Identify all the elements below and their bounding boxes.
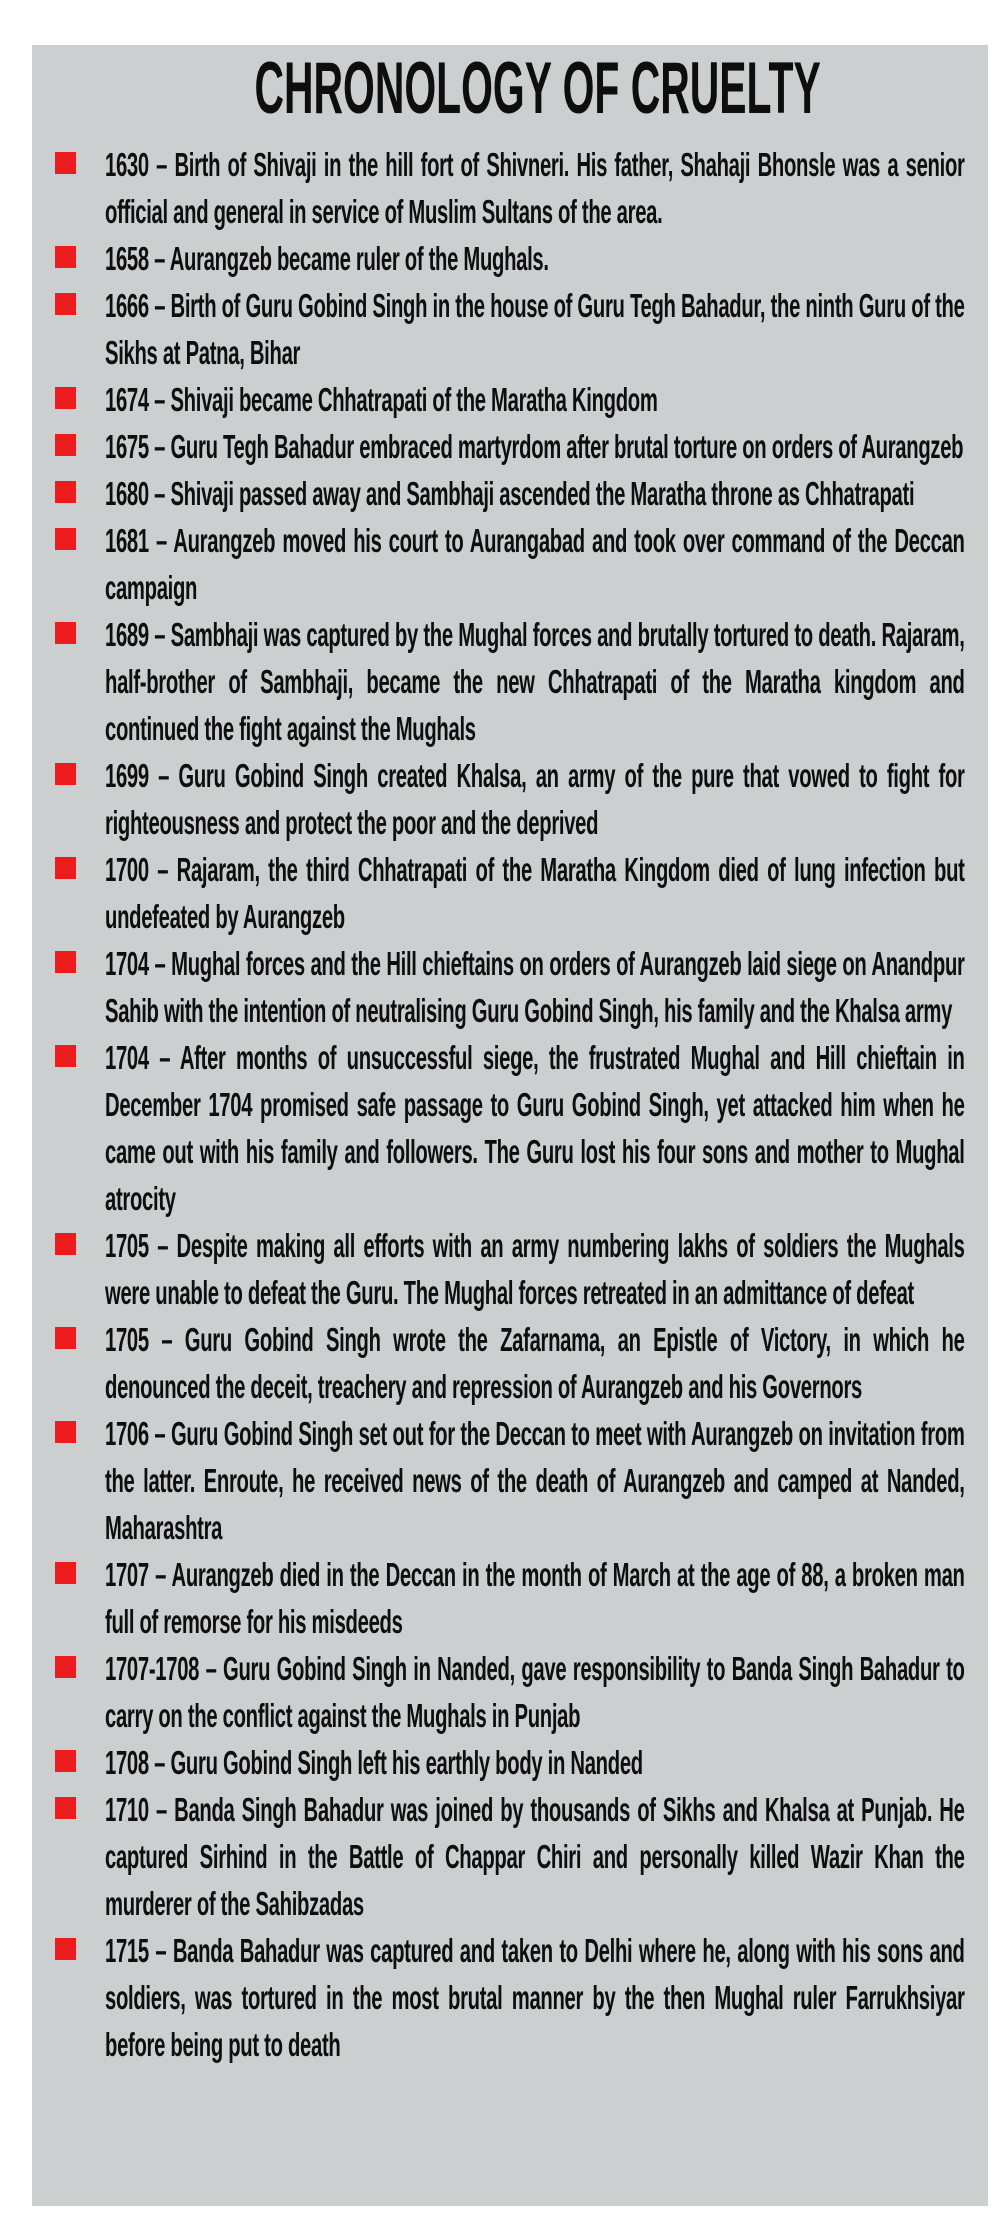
timeline-event bbox=[32, 470, 988, 517]
event-separator: – bbox=[148, 945, 172, 982]
event-year: 1700 bbox=[105, 851, 149, 888]
red-square-bullet-icon bbox=[55, 481, 76, 503]
event-year: 1666 bbox=[105, 287, 149, 324]
event-year: 1715 bbox=[105, 1932, 149, 1969]
event-separator: – bbox=[148, 475, 171, 512]
event-description bbox=[105, 1786, 965, 1927]
timeline-event bbox=[32, 752, 988, 846]
event-year: 1710 bbox=[105, 1791, 149, 1828]
red-square-bullet-icon bbox=[55, 434, 76, 456]
event-description bbox=[105, 846, 965, 940]
event-description bbox=[105, 611, 965, 752]
red-square-bullet-icon bbox=[55, 1233, 76, 1255]
red-square-bullet-icon bbox=[55, 1045, 76, 1067]
event-text: Mughal forces and the Hill chieftains on orders of Aurangzeb laid siege on Anandpur Sahib with the intention of neutralising Guru Gobind Singh, his family and the Khalsa army bbox=[105, 945, 965, 1029]
event-year: 1708 bbox=[105, 1744, 149, 1781]
event-year: 1689 bbox=[105, 616, 149, 653]
timeline-event bbox=[32, 235, 988, 282]
event-year: 1674 bbox=[105, 381, 149, 418]
event-year: 1675 bbox=[105, 428, 149, 465]
event-separator: – bbox=[148, 428, 171, 465]
event-text: Guru Gobind Singh left his earthly body in Nanded bbox=[170, 1744, 643, 1781]
event-text: Guru Gobind Singh created Khalsa, an army of the pure that vowed to fight for righteousness and protect the poor and the deprived bbox=[105, 757, 965, 841]
timeline-event bbox=[32, 1222, 988, 1316]
timeline-event bbox=[32, 1645, 988, 1739]
event-description bbox=[105, 1927, 965, 2068]
timeline-event bbox=[32, 1316, 988, 1410]
event-separator: – bbox=[148, 1321, 185, 1358]
event-separator: – bbox=[148, 287, 171, 324]
event-year: 1704 bbox=[105, 945, 149, 982]
event-text: After months of unsuccessful siege, the frustrated Mughal and Hill chieftain in December 1704 promised safe passage to Guru Gobind Singh, yet attacked him when he came out with his family and followers. The Guru lost his four sons and mother to Mughal atrocity bbox=[105, 1039, 965, 1217]
red-square-bullet-icon bbox=[55, 1421, 76, 1443]
event-separator: – bbox=[148, 757, 179, 794]
red-square-bullet-icon bbox=[55, 763, 76, 785]
event-separator: – bbox=[148, 1556, 172, 1593]
event-separator: – bbox=[148, 381, 171, 418]
event-text: Sambhaji was captured by the Mughal forces and brutally tortured to death. Rajaram, half-brother of Sambhaji, became the new Chhatrapati of the Maratha kingdom and continued the fight against the Mughals bbox=[105, 616, 965, 747]
timeline-event bbox=[32, 282, 988, 376]
event-separator: – bbox=[148, 240, 170, 277]
event-description bbox=[105, 940, 965, 1034]
event-year: 1704 bbox=[105, 1039, 149, 1076]
event-year: 1707 bbox=[105, 1556, 149, 1593]
event-text: Guru Gobind Singh set out for the Deccan to meet with Aurangzeb on invitation from the latter. Enroute, he received news of the death of Aurangzeb and camped at Nanded, Maharashtra bbox=[105, 1415, 965, 1546]
event-description bbox=[105, 1739, 965, 1786]
event-year: 1707-1708 bbox=[105, 1650, 200, 1687]
timeline-list bbox=[32, 141, 988, 2068]
event-year: 1705 bbox=[105, 1321, 149, 1358]
event-separator: – bbox=[148, 1932, 173, 1969]
event-year: 1699 bbox=[105, 757, 149, 794]
red-square-bullet-icon bbox=[55, 857, 76, 879]
timeline-event bbox=[32, 1410, 988, 1551]
timeline-event bbox=[32, 846, 988, 940]
page-title-text: CHRONOLOGY OF CRUELTY bbox=[254, 48, 821, 129]
event-text: Shivaji passed away and Sambhaji ascended the Maratha throne as Chhatrapati bbox=[170, 475, 915, 512]
red-square-bullet-icon bbox=[55, 1750, 76, 1772]
event-description bbox=[105, 1551, 965, 1645]
event-year: 1681 bbox=[105, 522, 149, 559]
event-separator: – bbox=[148, 1415, 171, 1452]
red-square-bullet-icon bbox=[55, 152, 76, 174]
event-text: Aurangzeb died in the Deccan in the month of March at the age of 88, a broken man full of remorse for his misdeeds bbox=[105, 1556, 965, 1640]
timeline-event bbox=[32, 517, 988, 611]
event-year: 1680 bbox=[105, 475, 149, 512]
event-year: 1705 bbox=[105, 1227, 149, 1264]
event-separator: – bbox=[148, 1039, 180, 1076]
event-description bbox=[105, 470, 965, 517]
event-description bbox=[105, 376, 965, 423]
red-square-bullet-icon bbox=[55, 387, 76, 409]
timeline-event bbox=[32, 1551, 988, 1645]
event-separator: – bbox=[148, 851, 177, 888]
event-description bbox=[105, 1034, 965, 1222]
event-description bbox=[105, 1222, 965, 1316]
event-text: Guru Gobind Singh wrote the Zafarnama, an Epistle of Victory, in which he denounced the deceit, treachery and repression of Aurangzeb and his Governors bbox=[105, 1321, 965, 1405]
timeline-event bbox=[32, 423, 988, 470]
red-square-bullet-icon bbox=[55, 622, 76, 644]
red-square-bullet-icon bbox=[55, 1327, 76, 1349]
red-square-bullet-icon bbox=[55, 246, 76, 268]
chronology-panel bbox=[32, 45, 988, 2206]
event-separator: – bbox=[199, 1650, 223, 1687]
event-description bbox=[105, 141, 965, 235]
event-text: Rajaram, the third Chhatrapati of the Maratha Kingdom died of lung infection but undefeated by Aurangzeb bbox=[105, 851, 965, 935]
event-text: Birth of Shivaji in the hill fort of Shivneri. His father, Shahaji Bhonsle was a senior official and general in service of Muslim Sultans of the area. bbox=[105, 146, 965, 230]
red-square-bullet-icon bbox=[55, 1797, 76, 1819]
red-square-bullet-icon bbox=[55, 1656, 76, 1678]
event-description bbox=[105, 1316, 965, 1410]
timeline-event bbox=[32, 1034, 988, 1222]
event-separator: – bbox=[148, 1791, 175, 1828]
event-description bbox=[105, 752, 965, 846]
event-separator: – bbox=[148, 522, 174, 559]
event-description bbox=[105, 517, 965, 611]
event-text: Guru Gobind Singh in Nanded, gave responsibility to Banda Singh Bahadur to carry on the conflict against the Mughals in Punjab bbox=[105, 1650, 965, 1734]
event-text: Aurangzeb became ruler of the Mughals. bbox=[169, 240, 549, 277]
page-title bbox=[32, 48, 988, 129]
event-separator: – bbox=[148, 1227, 177, 1264]
timeline-event bbox=[32, 611, 988, 752]
event-description bbox=[105, 1645, 965, 1739]
event-text: Banda Singh Bahadur was joined by thousands of Sikhs and Khalsa at Punjab. He captured Sirhind in the Battle of Chappar Chiri and personally killed Wazir Khan the murderer of the Sahibzadas bbox=[105, 1791, 965, 1922]
event-description bbox=[105, 282, 965, 376]
event-description bbox=[105, 1410, 965, 1551]
event-text: Shivaji became Chhatrapati of the Maratha Kingdom bbox=[170, 381, 658, 418]
timeline-event bbox=[32, 1927, 988, 2068]
event-description bbox=[105, 235, 965, 282]
red-square-bullet-icon bbox=[55, 293, 76, 315]
timeline-event bbox=[32, 1739, 988, 1786]
event-text: Aurangzeb moved his court to Aurangabad and took over command of the Deccan campaign bbox=[105, 522, 965, 606]
red-square-bullet-icon bbox=[55, 1562, 76, 1584]
event-year: 1630 bbox=[105, 146, 149, 183]
event-separator: – bbox=[148, 1744, 171, 1781]
event-text: Guru Tegh Bahadur embraced martyrdom after brutal torture on orders of Aurangzeb bbox=[170, 428, 964, 465]
red-square-bullet-icon bbox=[55, 528, 76, 550]
timeline-event bbox=[32, 940, 988, 1034]
event-separator: – bbox=[148, 146, 175, 183]
event-text: Despite making all efforts with an army numbering lakhs of soldiers the Mughals were unable to defeat the Guru. The Mughal forces retreated in an admittance of defeat bbox=[105, 1227, 965, 1311]
event-year: 1658 bbox=[105, 240, 149, 277]
red-square-bullet-icon bbox=[55, 951, 76, 973]
event-separator: – bbox=[148, 616, 171, 653]
timeline-event bbox=[32, 376, 988, 423]
event-year: 1706 bbox=[105, 1415, 149, 1452]
event-text: Banda Bahadur was captured and taken to Delhi where he, along with his sons and soldiers, was tortured in the most brutal manner by the then Mughal ruler Farrukhsiyar before being put to death bbox=[105, 1932, 965, 2063]
event-text: Birth of Guru Gobind Singh in the house of Guru Tegh Bahadur, the ninth Guru of the Sikhs at Patna, Bihar bbox=[105, 287, 965, 371]
timeline-event bbox=[32, 141, 988, 235]
red-square-bullet-icon bbox=[55, 1938, 76, 1960]
event-description bbox=[105, 423, 965, 470]
timeline-event bbox=[32, 1786, 988, 1927]
